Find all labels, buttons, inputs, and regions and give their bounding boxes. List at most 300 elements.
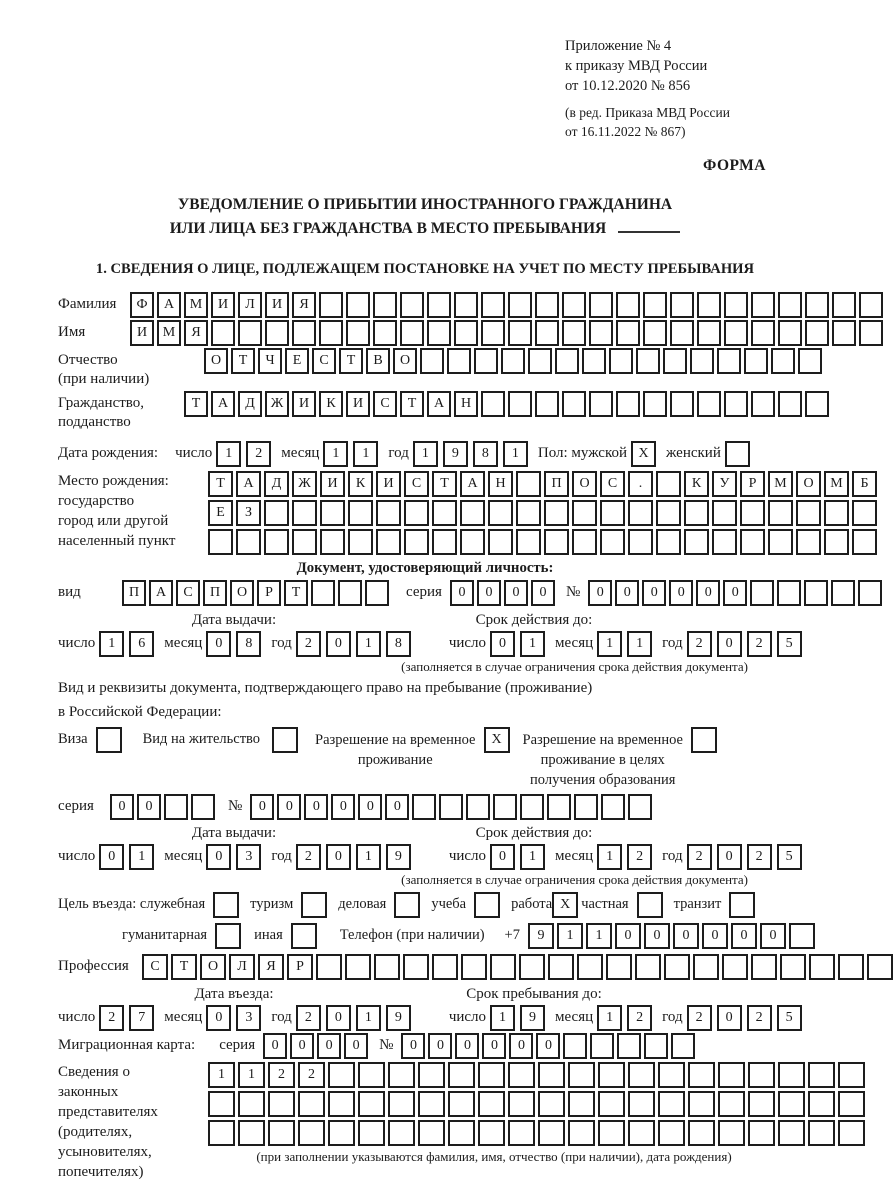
char-cell[interactable]: 1 (356, 631, 381, 657)
char-cell[interactable] (535, 391, 559, 417)
char-cell[interactable] (600, 500, 625, 526)
char-cell[interactable]: К (684, 471, 709, 497)
char-cell[interactable]: Ж (265, 391, 289, 417)
char-cell[interactable]: 1 (413, 441, 438, 467)
char-cell[interactable]: 0 (644, 923, 670, 949)
char-cell[interactable] (448, 1091, 475, 1117)
char-cell[interactable]: 9 (528, 923, 554, 949)
char-cell[interactable] (516, 471, 541, 497)
char-cell[interactable]: И (320, 471, 345, 497)
char-cell[interactable] (670, 292, 694, 318)
char-cell[interactable]: 0 (717, 631, 742, 657)
char-cell[interactable] (328, 1120, 355, 1146)
char-cell[interactable] (191, 794, 215, 820)
char-cell[interactable]: 1 (238, 1062, 265, 1088)
char-cell[interactable] (508, 1062, 535, 1088)
char-cell[interactable] (562, 391, 586, 417)
char-cell[interactable]: 0 (206, 631, 231, 657)
char-cell[interactable] (319, 320, 343, 346)
char-cell[interactable]: Н (488, 471, 513, 497)
char-cell[interactable] (859, 320, 883, 346)
char-cell[interactable] (804, 580, 828, 606)
char-cell[interactable] (671, 1033, 695, 1059)
char-cell[interactable]: 1 (597, 844, 622, 870)
char-cell[interactable]: С (373, 391, 397, 417)
char-cell[interactable] (418, 1062, 445, 1088)
char-cell[interactable] (394, 892, 420, 918)
char-cell[interactable]: К (319, 391, 343, 417)
char-cell[interactable] (777, 580, 801, 606)
char-cell[interactable] (432, 529, 457, 555)
char-cell[interactable] (601, 794, 625, 820)
char-cell[interactable] (636, 348, 660, 374)
char-cell[interactable] (628, 1062, 655, 1088)
char-cell[interactable]: 0 (723, 580, 747, 606)
char-cell[interactable] (358, 1062, 385, 1088)
char-cell[interactable] (644, 1033, 668, 1059)
char-cell[interactable] (712, 529, 737, 555)
char-cell[interactable] (780, 954, 806, 980)
char-cell[interactable]: 0 (760, 923, 786, 949)
char-cell[interactable] (412, 794, 436, 820)
char-cell[interactable]: П (122, 580, 146, 606)
char-cell[interactable]: Ж (292, 471, 317, 497)
char-cell[interactable]: 0 (326, 844, 351, 870)
char-cell[interactable]: Р (287, 954, 313, 980)
char-cell[interactable] (388, 1091, 415, 1117)
char-cell[interactable] (404, 500, 429, 526)
char-cell[interactable]: М (768, 471, 793, 497)
char-cell[interactable] (481, 320, 505, 346)
char-cell[interactable] (292, 500, 317, 526)
char-cell[interactable] (348, 529, 373, 555)
char-cell[interactable]: 3 (236, 1005, 261, 1031)
char-cell[interactable] (718, 1062, 745, 1088)
char-cell[interactable]: М (157, 320, 181, 346)
char-cell[interactable] (400, 292, 424, 318)
char-cell[interactable]: 0 (326, 1005, 351, 1031)
char-cell[interactable] (751, 292, 775, 318)
char-cell[interactable]: Т (184, 391, 208, 417)
char-cell[interactable] (664, 954, 690, 980)
char-cell[interactable]: О (230, 580, 254, 606)
char-cell[interactable] (691, 727, 717, 753)
char-cell[interactable] (718, 1120, 745, 1146)
char-cell[interactable] (616, 320, 640, 346)
char-cell[interactable] (838, 954, 864, 980)
char-cell[interactable] (418, 1120, 445, 1146)
char-cell[interactable] (488, 529, 513, 555)
char-cell[interactable] (478, 1120, 505, 1146)
char-cell[interactable]: Я (258, 954, 284, 980)
char-cell[interactable] (572, 529, 597, 555)
char-cell[interactable] (697, 320, 721, 346)
char-cell[interactable] (316, 954, 342, 980)
char-cell[interactable]: М (824, 471, 849, 497)
char-cell[interactable]: 1 (129, 844, 154, 870)
char-cell[interactable]: С (176, 580, 200, 606)
char-cell[interactable] (538, 1091, 565, 1117)
char-cell[interactable] (555, 348, 579, 374)
char-cell[interactable] (508, 391, 532, 417)
char-cell[interactable]: М (184, 292, 208, 318)
char-cell[interactable] (838, 1120, 865, 1146)
char-cell[interactable] (213, 892, 239, 918)
char-cell[interactable] (488, 500, 513, 526)
char-cell[interactable] (328, 1091, 355, 1117)
char-cell[interactable] (748, 1120, 775, 1146)
char-cell[interactable] (693, 954, 719, 980)
char-cell[interactable]: 0 (536, 1033, 560, 1059)
char-cell[interactable]: В (366, 348, 390, 374)
char-cell[interactable] (725, 441, 750, 467)
char-cell[interactable] (346, 320, 370, 346)
char-cell[interactable]: А (157, 292, 181, 318)
char-cell[interactable]: 1 (353, 441, 378, 467)
char-cell[interactable]: 8 (236, 631, 261, 657)
char-cell[interactable] (454, 320, 478, 346)
char-cell[interactable] (643, 320, 667, 346)
char-cell[interactable]: 9 (386, 1005, 411, 1031)
char-cell[interactable]: 2 (687, 631, 712, 657)
char-cell[interactable] (568, 1120, 595, 1146)
char-cell[interactable] (768, 500, 793, 526)
char-cell[interactable] (684, 500, 709, 526)
char-cell[interactable] (478, 1091, 505, 1117)
char-cell[interactable]: 6 (129, 631, 154, 657)
char-cell[interactable]: Ф (130, 292, 154, 318)
char-cell[interactable]: П (544, 471, 569, 497)
char-cell[interactable] (617, 1033, 641, 1059)
char-cell[interactable] (656, 471, 681, 497)
char-cell[interactable] (574, 794, 598, 820)
char-cell[interactable] (519, 954, 545, 980)
char-cell[interactable] (724, 292, 748, 318)
char-cell[interactable]: А (236, 471, 261, 497)
char-cell[interactable]: И (376, 471, 401, 497)
char-cell[interactable] (508, 1120, 535, 1146)
char-cell[interactable]: И (211, 292, 235, 318)
char-cell[interactable]: 1 (520, 844, 545, 870)
char-cell[interactable] (388, 1062, 415, 1088)
char-cell[interactable]: 0 (428, 1033, 452, 1059)
char-cell[interactable]: 9 (443, 441, 468, 467)
char-cell[interactable]: 2 (747, 1005, 772, 1031)
char-cell[interactable] (427, 292, 451, 318)
char-cell[interactable] (319, 292, 343, 318)
char-cell[interactable]: Т (400, 391, 424, 417)
char-cell[interactable]: 0 (263, 1033, 287, 1059)
char-cell[interactable]: 0 (250, 794, 274, 820)
char-cell[interactable]: 2 (627, 1005, 652, 1031)
char-cell[interactable] (291, 923, 317, 949)
char-cell[interactable] (824, 529, 849, 555)
char-cell[interactable]: 0 (696, 580, 720, 606)
char-cell[interactable] (338, 580, 362, 606)
char-cell[interactable] (493, 794, 517, 820)
char-cell[interactable]: 0 (99, 844, 124, 870)
char-cell[interactable]: 0 (615, 580, 639, 606)
char-cell[interactable] (778, 1062, 805, 1088)
char-cell[interactable] (616, 391, 640, 417)
char-cell[interactable]: Т (432, 471, 457, 497)
char-cell[interactable] (490, 954, 516, 980)
char-cell[interactable] (439, 794, 463, 820)
char-cell[interactable]: Т (231, 348, 255, 374)
char-cell[interactable] (272, 727, 298, 753)
char-cell[interactable]: 0 (326, 631, 351, 657)
char-cell[interactable] (628, 529, 653, 555)
char-cell[interactable]: А (427, 391, 451, 417)
char-cell[interactable] (572, 500, 597, 526)
char-cell[interactable] (712, 500, 737, 526)
char-cell[interactable]: С (404, 471, 429, 497)
char-cell[interactable]: 3 (236, 844, 261, 870)
char-cell[interactable] (345, 954, 371, 980)
char-cell[interactable] (589, 292, 613, 318)
char-cell[interactable] (373, 320, 397, 346)
char-cell[interactable] (292, 320, 316, 346)
char-cell[interactable] (658, 1062, 685, 1088)
char-cell[interactable] (658, 1091, 685, 1117)
char-cell[interactable]: 8 (386, 631, 411, 657)
char-cell[interactable]: 9 (386, 844, 411, 870)
char-cell[interactable] (606, 954, 632, 980)
char-cell[interactable]: X (631, 441, 656, 467)
char-cell[interactable]: 0 (731, 923, 757, 949)
char-cell[interactable]: У (712, 471, 737, 497)
char-cell[interactable]: 1 (627, 631, 652, 657)
char-cell[interactable]: С (142, 954, 168, 980)
char-cell[interactable] (404, 529, 429, 555)
char-cell[interactable] (670, 320, 694, 346)
char-cell[interactable]: 0 (277, 794, 301, 820)
char-cell[interactable] (748, 1062, 775, 1088)
char-cell[interactable] (609, 348, 633, 374)
char-cell[interactable] (628, 1120, 655, 1146)
char-cell[interactable] (208, 1091, 235, 1117)
char-cell[interactable]: 7 (129, 1005, 154, 1031)
char-cell[interactable]: Я (292, 292, 316, 318)
char-cell[interactable]: И (130, 320, 154, 346)
char-cell[interactable] (238, 1120, 265, 1146)
char-cell[interactable]: А (460, 471, 485, 497)
char-cell[interactable] (547, 794, 571, 820)
char-cell[interactable] (208, 529, 233, 555)
char-cell[interactable] (643, 292, 667, 318)
char-cell[interactable] (724, 320, 748, 346)
char-cell[interactable] (474, 348, 498, 374)
char-cell[interactable] (740, 500, 765, 526)
char-cell[interactable] (589, 320, 613, 346)
char-cell[interactable] (718, 1091, 745, 1117)
char-cell[interactable]: 2 (627, 844, 652, 870)
char-cell[interactable] (684, 529, 709, 555)
char-cell[interactable] (643, 391, 667, 417)
char-cell[interactable] (264, 529, 289, 555)
char-cell[interactable]: 0 (482, 1033, 506, 1059)
char-cell[interactable]: Л (229, 954, 255, 980)
char-cell[interactable]: 0 (717, 844, 742, 870)
char-cell[interactable] (376, 529, 401, 555)
char-cell[interactable] (427, 320, 451, 346)
char-cell[interactable] (658, 1120, 685, 1146)
char-cell[interactable] (432, 500, 457, 526)
char-cell[interactable]: 0 (673, 923, 699, 949)
char-cell[interactable] (460, 529, 485, 555)
char-cell[interactable]: 1 (208, 1062, 235, 1088)
char-cell[interactable] (688, 1062, 715, 1088)
char-cell[interactable]: С (600, 471, 625, 497)
char-cell[interactable] (740, 529, 765, 555)
char-cell[interactable] (358, 1091, 385, 1117)
char-cell[interactable] (236, 529, 261, 555)
char-cell[interactable] (796, 529, 821, 555)
char-cell[interactable]: И (346, 391, 370, 417)
char-cell[interactable]: 1 (503, 441, 528, 467)
char-cell[interactable] (374, 954, 400, 980)
char-cell[interactable]: 9 (520, 1005, 545, 1031)
char-cell[interactable] (563, 1033, 587, 1059)
char-cell[interactable]: 0 (669, 580, 693, 606)
char-cell[interactable] (298, 1091, 325, 1117)
char-cell[interactable] (535, 320, 559, 346)
char-cell[interactable]: 0 (137, 794, 161, 820)
char-cell[interactable] (663, 348, 687, 374)
char-cell[interactable] (751, 954, 777, 980)
char-cell[interactable] (320, 529, 345, 555)
char-cell[interactable] (215, 923, 241, 949)
char-cell[interactable] (568, 1091, 595, 1117)
char-cell[interactable] (268, 1091, 295, 1117)
char-cell[interactable]: О (796, 471, 821, 497)
char-cell[interactable]: 0 (490, 844, 515, 870)
char-cell[interactable]: 1 (356, 844, 381, 870)
char-cell[interactable]: 0 (206, 844, 231, 870)
char-cell[interactable] (346, 292, 370, 318)
char-cell[interactable]: 0 (358, 794, 382, 820)
char-cell[interactable] (778, 1091, 805, 1117)
char-cell[interactable]: 2 (747, 844, 772, 870)
char-cell[interactable]: И (292, 391, 316, 417)
char-cell[interactable]: 0 (206, 1005, 231, 1031)
char-cell[interactable]: 0 (615, 923, 641, 949)
char-cell[interactable]: О (393, 348, 417, 374)
char-cell[interactable] (568, 1062, 595, 1088)
char-cell[interactable]: 5 (777, 631, 802, 657)
char-cell[interactable] (808, 1120, 835, 1146)
char-cell[interactable]: 1 (490, 1005, 515, 1031)
char-cell[interactable]: П (203, 580, 227, 606)
char-cell[interactable] (320, 500, 345, 526)
char-cell[interactable] (751, 320, 775, 346)
char-cell[interactable] (858, 580, 882, 606)
char-cell[interactable] (548, 954, 574, 980)
char-cell[interactable] (501, 348, 525, 374)
char-cell[interactable]: 0 (450, 580, 474, 606)
char-cell[interactable] (729, 892, 755, 918)
char-cell[interactable]: 2 (296, 1005, 321, 1031)
char-cell[interactable] (358, 1120, 385, 1146)
char-cell[interactable] (466, 794, 490, 820)
char-cell[interactable]: 1 (597, 1005, 622, 1031)
char-cell[interactable] (867, 954, 893, 980)
char-cell[interactable] (264, 500, 289, 526)
char-cell[interactable] (508, 320, 532, 346)
char-cell[interactable] (238, 1091, 265, 1117)
char-cell[interactable]: 0 (642, 580, 666, 606)
char-cell[interactable]: 1 (356, 1005, 381, 1031)
char-cell[interactable] (301, 892, 327, 918)
char-cell[interactable] (690, 348, 714, 374)
char-cell[interactable]: 0 (317, 1033, 341, 1059)
char-cell[interactable] (311, 580, 335, 606)
char-cell[interactable]: . (628, 471, 653, 497)
char-cell[interactable]: 5 (777, 1005, 802, 1031)
char-cell[interactable] (798, 348, 822, 374)
char-cell[interactable] (448, 1062, 475, 1088)
char-cell[interactable] (852, 529, 877, 555)
char-cell[interactable] (582, 348, 606, 374)
char-cell[interactable]: А (211, 391, 235, 417)
char-cell[interactable] (805, 391, 829, 417)
char-cell[interactable]: Ч (258, 348, 282, 374)
char-cell[interactable] (744, 348, 768, 374)
char-cell[interactable] (292, 529, 317, 555)
char-cell[interactable]: 2 (99, 1005, 124, 1031)
char-cell[interactable]: О (200, 954, 226, 980)
char-cell[interactable] (751, 391, 775, 417)
char-cell[interactable] (697, 292, 721, 318)
char-cell[interactable] (750, 580, 774, 606)
char-cell[interactable] (208, 1120, 235, 1146)
char-cell[interactable]: 8 (473, 441, 498, 467)
char-cell[interactable] (717, 348, 741, 374)
char-cell[interactable] (748, 1091, 775, 1117)
char-cell[interactable] (461, 954, 487, 980)
char-cell[interactable]: 0 (385, 794, 409, 820)
char-cell[interactable] (628, 794, 652, 820)
char-cell[interactable] (538, 1062, 565, 1088)
char-cell[interactable] (520, 794, 544, 820)
char-cell[interactable] (688, 1120, 715, 1146)
char-cell[interactable]: 2 (246, 441, 271, 467)
char-cell[interactable] (298, 1120, 325, 1146)
char-cell[interactable]: 2 (687, 844, 712, 870)
char-cell[interactable]: К (348, 471, 373, 497)
char-cell[interactable] (447, 348, 471, 374)
char-cell[interactable] (96, 727, 122, 753)
char-cell[interactable]: О (572, 471, 597, 497)
char-cell[interactable]: 1 (520, 631, 545, 657)
char-cell[interactable]: 2 (298, 1062, 325, 1088)
char-cell[interactable] (628, 500, 653, 526)
char-cell[interactable] (628, 1091, 655, 1117)
char-cell[interactable]: X (552, 892, 578, 918)
char-cell[interactable] (420, 348, 444, 374)
char-cell[interactable] (508, 1091, 535, 1117)
char-cell[interactable] (265, 320, 289, 346)
char-cell[interactable] (796, 500, 821, 526)
char-cell[interactable] (164, 794, 188, 820)
char-cell[interactable]: 2 (296, 844, 321, 870)
char-cell[interactable]: 0 (490, 631, 515, 657)
char-cell[interactable]: Я (184, 320, 208, 346)
char-cell[interactable]: 1 (216, 441, 241, 467)
char-cell[interactable]: И (265, 292, 289, 318)
char-cell[interactable]: Е (285, 348, 309, 374)
char-cell[interactable]: Т (284, 580, 308, 606)
